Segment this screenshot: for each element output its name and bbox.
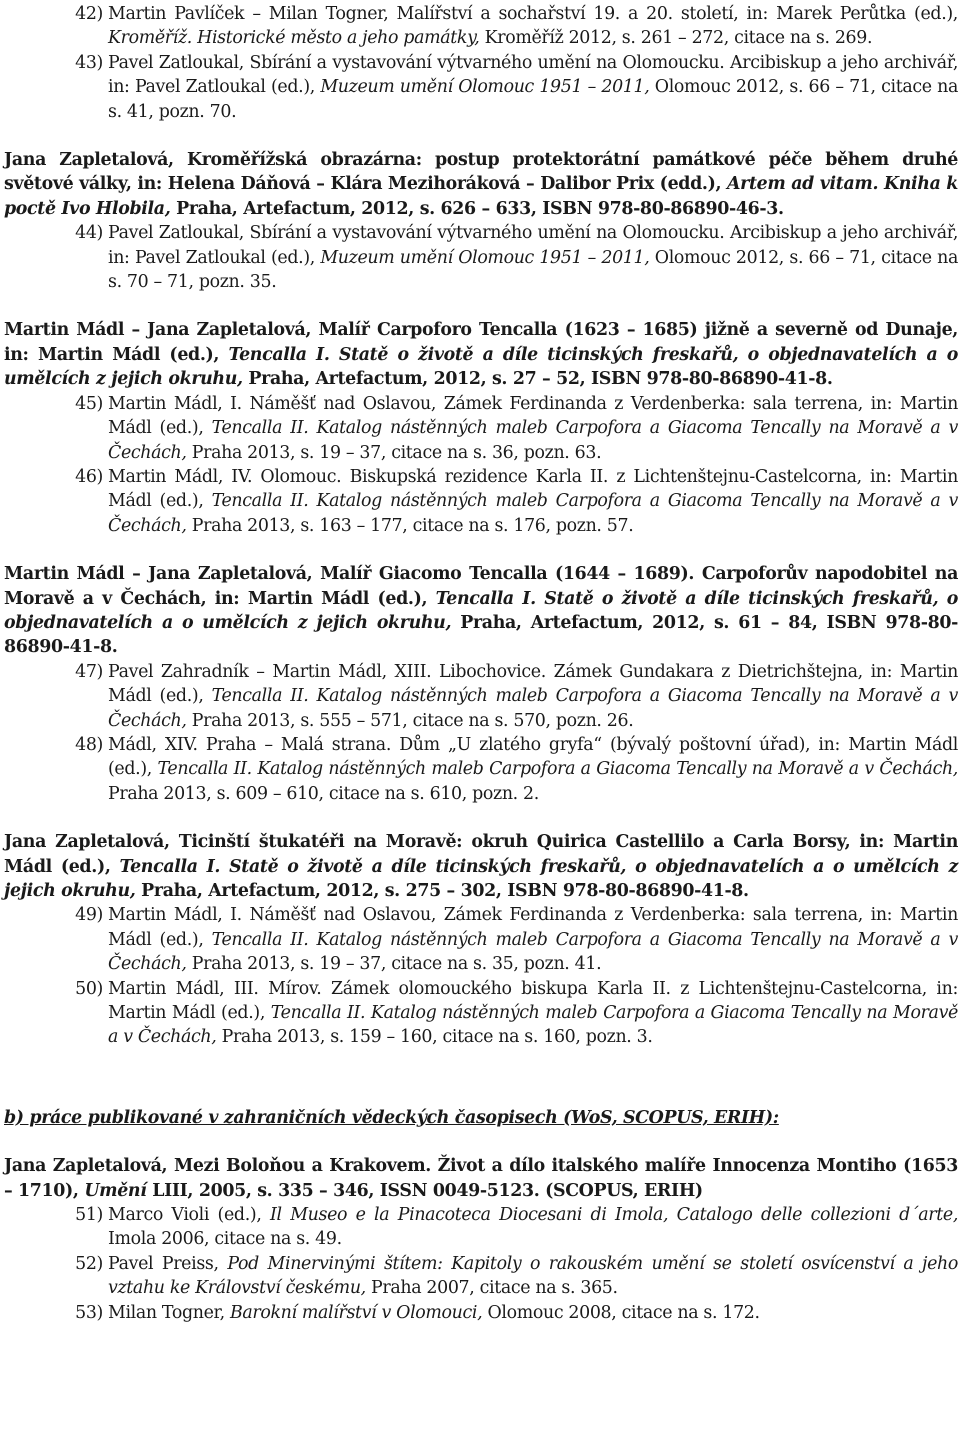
citation-number: 48) (75, 734, 103, 755)
text-run: Martin Mádl, III. Mírov. Zámek olomouckého biskupa Karla II. z Lichtenštejnu-Castelcorna, in: Martin Mádl (ed.), (108, 978, 958, 1024)
citation-number: 49) (75, 905, 103, 926)
citation-item (4, 51, 958, 124)
citation-text (108, 903, 958, 976)
citation-number: 44) (75, 223, 103, 244)
publication-block (4, 830, 958, 1050)
publication-block (4, 1154, 958, 1325)
text-run: Praha, Artefactum, 2012, s. 626 – 633, ISBN 978-80-86890-46-3. (170, 198, 784, 219)
text-run: Martin Pavlíček – Milan Togner, Malířství a sochařství 19. a 20. století, in: Marek Perůtka (ed.), (108, 4, 958, 24)
citation-number: 42) (75, 4, 103, 24)
text-run: Olomouc 2008, citace na s. 172. (482, 1302, 760, 1323)
text-run: Jana Zapletalová, Mezi Boloňou a Krakovem. Život a dílo italského malíře Innocenza Montiho (1653 – 1710), (4, 1156, 958, 1201)
citation-text (108, 1203, 958, 1252)
citation-text (108, 221, 958, 294)
text-run: Pavel Zatloukal, Sbírání a vystavování výtvarného umění na Olomoucku. Arcibiskup a jeho archivář, in: Pavel Zatloukal (ed.), (108, 52, 958, 98)
text-run: Muzeum umění Olomouc 1951 – 2011, (320, 247, 650, 268)
citation-text (108, 51, 958, 124)
text-run: Tencalla II. Katalog nástěnných maleb Carpofora a Giacoma Tencally na Moravě a v Čechách, (157, 759, 958, 780)
publication-entry (4, 562, 958, 660)
text-run: Praha 2013, s. 159 – 160, citace na s. 160, pozn. 3. (216, 1027, 653, 1048)
section-heading: b) práce publikované v zahraničních vědeckých časopisech (WoS, SCOPUS, ERIH): (4, 1107, 779, 1128)
publication-block (4, 562, 958, 806)
text-run: Praha, Artefactum, 2012, s. 61 – 84, ISBN 978-80-86890-41-8. (4, 612, 958, 658)
text-run: Praha 2013, s. 163 – 177, citace na s. 176, pozn. 57. (186, 515, 634, 536)
text-run: Olomouc 2012, s. 66 – 71, citace na s. 70 – 71, pozn. 35. (108, 247, 958, 293)
text-run: Il Museo e la Pinacoteca Diocesani di Imola, Catalogo delle collezioni d´arte, (270, 1205, 959, 1226)
citation-number: 50) (75, 978, 103, 999)
publication-entry (4, 830, 958, 903)
text-run: Tencalla II. Katalog nástěnných maleb Carpofora a Giacoma Tencally na Moravě a v Čechách, (108, 418, 958, 463)
text-run: Tencalla I. Statě o životě a díle ticinských freskařů, o objednavatelích a o umělcích z jejich okruhu, (4, 588, 958, 633)
text-run: Barokní malířství v Olomouci, (229, 1302, 483, 1323)
citation-item (4, 903, 958, 976)
citation-item (4, 1301, 958, 1325)
citation-number: 45) (75, 393, 103, 414)
text-run: Praha 2013, s. 555 – 571, citace na s. 570, pozn. 26. (186, 710, 634, 731)
text-run: Pavel Zatloukal, Sbírání a vystavování výtvarného umění na Olomoucku. Arcibiskup a jeho archivář, in: Pavel Zatloukal (ed.), (108, 223, 958, 268)
citation-number: 47) (75, 661, 103, 682)
text-run: Praha 2013, s. 19 – 37, citace na s. 35, pozn. 41. (186, 954, 602, 975)
text-run: Milan Togner, (108, 1302, 230, 1323)
publication-entry (4, 1154, 958, 1203)
text-run: Pavel Zahradník – Martin Mádl, XIII. Libochovice. Zámek Gundakara z Dietrichštejna, in: Martin Mádl (ed.), (108, 661, 958, 707)
citation-item (4, 977, 958, 1050)
text-run: Artem ad vitam. Kniha k poctě Ivo Hlobila, (4, 174, 959, 219)
publication-block (4, 2, 958, 124)
publication-block (4, 148, 958, 294)
text-run: Tencalla II. Katalog nástěnných maleb Carpofora a Giacoma Tencally na Moravě a v Čechách, (108, 1003, 958, 1048)
text-run: Pavel Preiss, (108, 1253, 228, 1274)
text-run: Jana Zapletalová, Kroměřížská obrazárna: postup protektorátní památkové péče během druhé světové války, in: Helena Dáňová – Klára Mezihoráková – Dalibor Prix (edd.), (4, 150, 958, 195)
citation-number: 43) (75, 52, 103, 73)
text-run: Tencalla I. Statě o životě a díle ticinských freskařů, o objednavatelích a o umělcích z jejich okruhu, (4, 344, 958, 390)
text-run: Martin Mádl, I. Náměšť nad Oslavou, Zámek Ferdinanda z Verdenberka: sala terrena, in: Martin Mádl (ed.), (108, 905, 958, 950)
text-run: LIII, 2005, s. 335 – 346, ISSN 0049-5123. (SCOPUS, ERIH) (146, 1180, 703, 1201)
publication-entry (4, 148, 958, 221)
text-run: Praha 2007, citace na s. 365. (365, 1278, 618, 1299)
text-run: Imola 2006, citace na s. 49. (108, 1229, 342, 1250)
text-run: Muzeum umění Olomouc 1951 – 2011, (320, 77, 650, 98)
citation-item (4, 660, 958, 733)
citation-text (108, 2, 958, 51)
citation-text (108, 733, 958, 806)
publication-entry (4, 318, 958, 391)
citation-number: 46) (75, 466, 103, 487)
citation-number: 52) (75, 1253, 103, 1274)
text-run: Tencalla II. Katalog nástěnných maleb Carpofora a Giacoma Tencally na Moravě a v Čechách, (108, 491, 958, 536)
citation-text (108, 465, 958, 538)
text-run: Praha, Artefactum, 2012, s. 275 – 302, ISBN 978-80-86890-41-8. (135, 881, 749, 901)
text-run: Olomouc 2012, s. 66 – 71, citace na s. 41, pozn. 70. (108, 77, 958, 122)
citation-item (4, 1203, 958, 1252)
citation-item (4, 221, 958, 294)
text-run: Praha 2013, s. 19 – 37, citace na s. 36, pozn. 63. (186, 442, 602, 463)
citation-text (108, 392, 958, 465)
text-run: Kroměříž. Historické město a jeho památky, (108, 28, 480, 49)
citation-item (4, 392, 958, 465)
text-run: Kroměříž 2012, s. 261 – 272, citace na s. 269. (479, 28, 873, 49)
text-run: Umění (84, 1180, 147, 1201)
text-run: Martin Mádl – Jana Zapletalová, Malíř Carpoforo Tencalla (1623 – 1685) jižně a severně od Dunaje, in: Martin Mádl (ed.), (4, 320, 958, 365)
citation-text (108, 1301, 958, 1325)
text-run: Martin Mádl, I. Náměšť nad Oslavou, Zámek Ferdinanda z Verdenberka: sala terrena, in: Martin Mádl (ed.), (108, 393, 958, 439)
citation-item (4, 2, 958, 51)
section-block (4, 1106, 958, 1130)
text-run: Martin Mádl, IV. Olomouc. Biskupská rezidence Karla II. z Lichtenštejnu-Castelcorna, in: Martin Mádl (ed.), (108, 466, 958, 512)
citation-item (4, 465, 958, 538)
publication-block (4, 318, 958, 538)
citation-item (4, 1252, 958, 1301)
text-run: Pod Minervinými štítem: Kapitoly o rakouském umění se století osvícenství a jeho vztahu ke Království českému, (108, 1253, 958, 1299)
text-run: Tencalla II. Katalog nástěnných maleb Carpofora a Giacoma Tencally na Moravě a v Čechách, (108, 929, 958, 975)
text-run: Tencalla I. Statě o životě a díle ticinských freskařů, o objednavatelích a o umělcích z jejich okruhu, (4, 856, 959, 901)
bibliography-document (4, 2, 958, 1325)
text-run: Tencalla II. Katalog nástěnných maleb Carpofora a Giacoma Tencally na Moravě a v Čechách, (108, 686, 958, 731)
text-run: Praha, Artefactum, 2012, s. 27 – 52, ISBN 978-80-86890-41-8. (242, 369, 833, 390)
text-run: Martin Mádl – Jana Zapletalová, Malíř Giacomo Tencalla (1644 – 1689). Carpoforův napodobitel na Moravě a v Čechách, in: Martin Mádl (ed.), (4, 564, 958, 609)
citation-text (108, 660, 958, 733)
citation-number: 53) (75, 1302, 103, 1323)
text-run: Jana Zapletalová, Ticinští štukatéři na Moravě: okruh Quirica Castellilo a Carla Borsy, in: Martin Mádl (ed.), (4, 832, 958, 877)
citation-text (108, 977, 958, 1050)
text-run: Mádl, XIV. Praha – Malá strana. Dům „U zlatého gryfa“ (bývalý poštovní úřad), in: Martin Mádl (ed.), (108, 734, 958, 780)
citation-item (4, 733, 958, 806)
text-run: Praha 2013, s. 609 – 610, citace na s. 610, pozn. 2. (108, 783, 539, 804)
citation-text (108, 1252, 958, 1301)
text-run: Marco Violi (ed.), (108, 1205, 270, 1226)
citation-number: 51) (75, 1205, 103, 1226)
